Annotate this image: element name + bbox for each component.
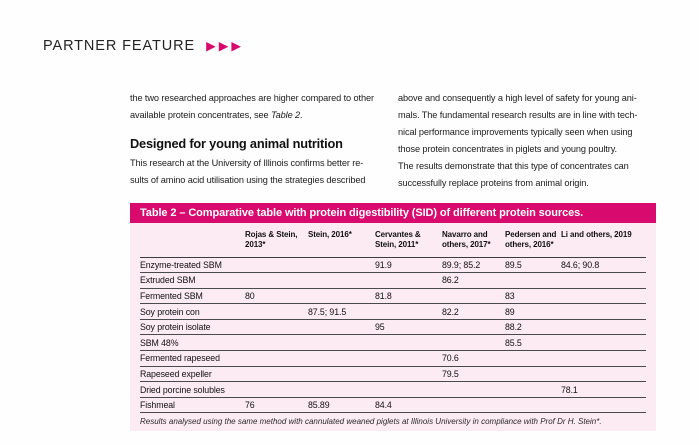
table-header-row — [140, 223, 646, 257]
cell-pedersen: 85.5 — [505, 335, 561, 351]
cell-rojas-stein — [245, 257, 308, 273]
cell-rojas-stein — [245, 351, 308, 367]
kicker — [43, 38, 241, 54]
row-label: Fishmeal — [140, 397, 245, 413]
table-row — [140, 366, 646, 382]
row-label: Rapeseed expeller — [140, 366, 245, 382]
cell-cervantes-stein — [375, 335, 442, 351]
cell-rojas-stein — [245, 304, 308, 320]
arrow-right-icon: ▶ — [231, 38, 241, 53]
cell-stein — [308, 273, 375, 289]
cell-stein: 87.5; 91.5 — [308, 304, 375, 320]
table-row — [140, 335, 646, 351]
row-label: Dried porcine solubles — [140, 382, 245, 398]
cell-navarro — [442, 288, 505, 304]
body-line: those protein concentrates in piglets and young poultry. — [398, 144, 617, 154]
cell-cervantes-stein — [375, 273, 442, 289]
cell-stein — [308, 335, 375, 351]
cell-navarro: 82.2 — [442, 304, 505, 320]
cell-stein — [308, 366, 375, 382]
protein-digestibility-table — [140, 223, 646, 413]
cell-pedersen — [505, 273, 561, 289]
row-label: Extruded SBM — [140, 273, 245, 289]
body-line: mals. The fundamental research results are in line with tech- — [398, 110, 638, 120]
table-reference: Table 2 — [270, 110, 301, 120]
body-text: available protein concentrates, see — [130, 110, 271, 120]
table-row — [140, 351, 646, 367]
cell-rojas-stein — [245, 273, 308, 289]
cell-li — [561, 335, 646, 351]
column-header: Cervantes & Stein, 2011* — [375, 223, 442, 257]
arrow-right-icon: ▶ — [218, 38, 229, 53]
cell-stein — [308, 351, 375, 367]
cell-cervantes-stein: 95 — [375, 319, 442, 335]
cell-pedersen: 89 — [505, 304, 561, 320]
table-2-panel — [130, 203, 656, 431]
kicker-arrows — [203, 40, 241, 53]
cell-stein: 85.89 — [308, 397, 375, 413]
cell-rojas-stein — [245, 335, 308, 351]
cell-pedersen — [505, 397, 561, 413]
column-header: Stein, 2016* — [308, 223, 375, 257]
cell-navarro: 86.2 — [442, 273, 505, 289]
table-row — [140, 288, 646, 304]
section-heading: Designed for young animal nutrition — [130, 136, 343, 151]
cell-pedersen — [505, 351, 561, 367]
cell-navarro — [442, 319, 505, 335]
table-row — [140, 257, 646, 273]
cell-li — [561, 304, 646, 320]
cell-cervantes-stein — [375, 366, 442, 382]
cell-li — [561, 288, 646, 304]
cell-pedersen: 83 — [505, 288, 561, 304]
cell-li — [561, 366, 646, 382]
table-footnote: Results analysed using the same method with cannulated weaned piglets at Illinois University in compliance with Prof Dr H. Stein*. — [140, 417, 602, 427]
cell-navarro — [442, 335, 505, 351]
cell-rojas-stein: 76 — [245, 397, 308, 413]
table-row — [140, 273, 646, 289]
paragraph — [398, 90, 666, 192]
column-header: Pedersen and others, 2016* — [505, 223, 561, 257]
column-header: Li and others, 2019 — [561, 223, 646, 257]
column-header: Navarro and others, 2017* — [442, 223, 505, 257]
row-label: Soy protein isolate — [140, 319, 245, 335]
cell-navarro: 79.5 — [442, 366, 505, 382]
table-row — [140, 382, 646, 398]
cell-stein — [308, 382, 375, 398]
body-line: sults of amino acid utilisation using the strategies described — [130, 175, 366, 185]
table-body — [130, 223, 656, 431]
cell-rojas-stein — [245, 382, 308, 398]
kicker-label: PARTNER FEATURE — [43, 38, 196, 54]
row-label: Enzyme-treated SBM — [140, 257, 245, 273]
article-column-left — [130, 90, 392, 189]
cell-rojas-stein — [245, 319, 308, 335]
cell-pedersen: 88.2 — [505, 319, 561, 335]
row-label: Fermented SBM — [140, 288, 245, 304]
cell-cervantes-stein: 91.9 — [375, 257, 442, 273]
cell-li — [561, 273, 646, 289]
row-label: Fermented rapeseed — [140, 351, 245, 367]
cell-cervantes-stein — [375, 304, 442, 320]
cell-navarro: 89.9; 85.2 — [442, 257, 505, 273]
table-row — [140, 319, 646, 335]
body-line: above and consequently a high level of safety for young ani- — [398, 93, 637, 103]
cell-li: 84.6; 90.8 — [561, 257, 646, 273]
article-column-right — [398, 90, 666, 192]
body-text: . — [300, 110, 303, 120]
cell-stein — [308, 288, 375, 304]
cell-rojas-stein: 80 — [245, 288, 308, 304]
cell-stein — [308, 319, 375, 335]
cell-cervantes-stein: 81.8 — [375, 288, 442, 304]
cell-rojas-stein — [245, 366, 308, 382]
cell-li — [561, 319, 646, 335]
table-row — [140, 304, 646, 320]
cell-pedersen — [505, 366, 561, 382]
table-row — [140, 397, 646, 413]
cell-navarro: 70.6 — [442, 351, 505, 367]
body-line: This research at the University of Illinois confirms better re- — [130, 158, 364, 168]
column-header — [140, 223, 245, 257]
cell-cervantes-stein: 84.4 — [375, 397, 442, 413]
cell-cervantes-stein — [375, 382, 442, 398]
cell-navarro — [442, 397, 505, 413]
cell-li — [561, 397, 646, 413]
cell-li: 78.1 — [561, 382, 646, 398]
cell-navarro — [442, 382, 505, 398]
row-label: SBM 48% — [140, 335, 245, 351]
body-line: the two researched approaches are higher compared to other — [130, 93, 374, 103]
paragraph — [130, 155, 392, 189]
row-label: Soy protein con — [140, 304, 245, 320]
body-line: successfully replace proteins from animal origin. — [398, 178, 589, 188]
body-line: The results demonstrate that this type of concentrates can — [398, 161, 629, 171]
cell-pedersen — [505, 382, 561, 398]
cell-pedersen: 89.5 — [505, 257, 561, 273]
column-header: Rojas & Stein, 2013* — [245, 223, 308, 257]
table-rows — [140, 257, 646, 413]
body-line — [130, 107, 392, 124]
table-title: Table 2 – Comparative table with protein digestibility (SID) of different protein sources. — [130, 203, 656, 223]
cell-cervantes-stein — [375, 351, 442, 367]
body-line: nical performance improvements typically seen when using — [398, 127, 633, 137]
arrow-right-icon: ▶ — [206, 38, 216, 53]
cell-li — [561, 351, 646, 367]
cell-stein — [308, 257, 375, 273]
